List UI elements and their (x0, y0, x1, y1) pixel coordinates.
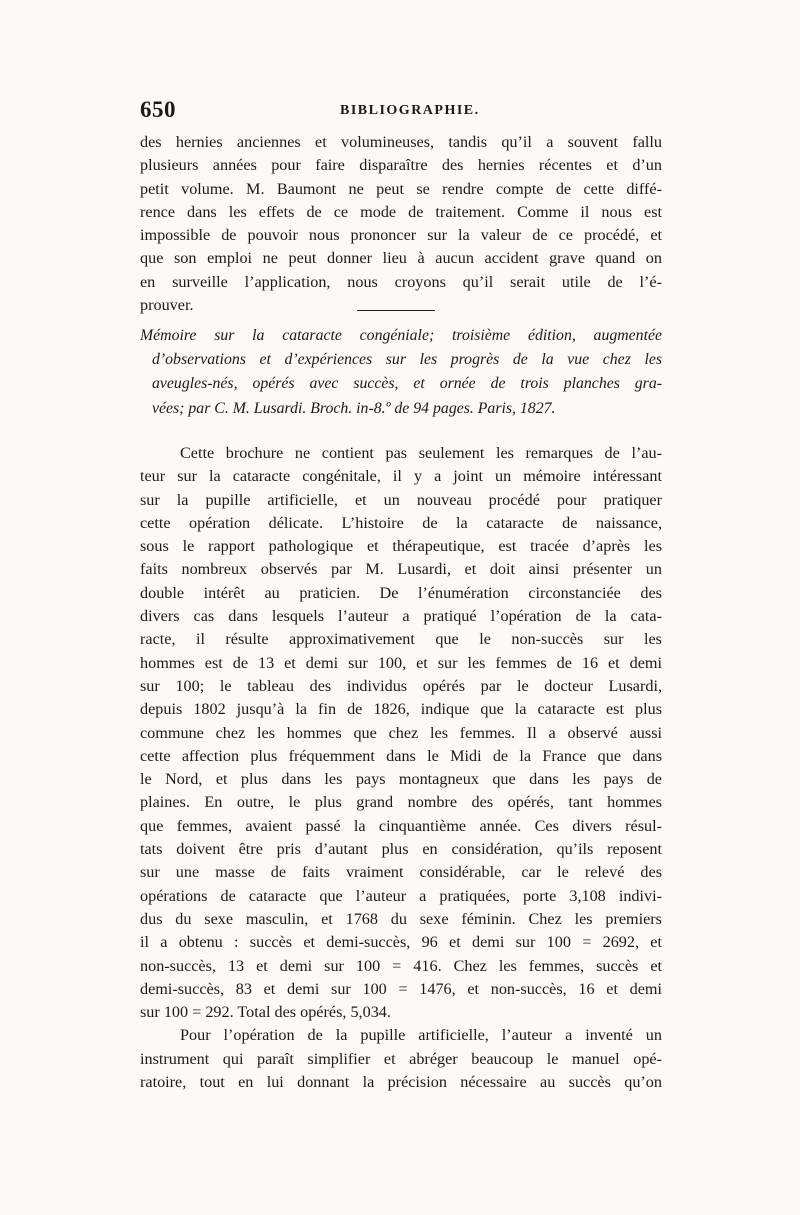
review-body (140, 442, 662, 1094)
text-line: que son emploi ne peut donner lieu à aucun accident grave quand on (140, 249, 662, 268)
title-line: Mémoire sur la cataracte congéniale; troisième édition, augmentée (140, 327, 662, 344)
section-divider (357, 310, 435, 311)
text-line: divers cas dans lesquels l’auteur a pratiqué l’opération de la cata- (140, 607, 662, 626)
text-line: prouver. (140, 296, 194, 315)
text-line: dus du sexe masculin, et 1768 du sexe féminin. Chez les premiers (140, 909, 662, 928)
text-line: sur 100 = 292. Total des opérés, 5,034. (140, 1003, 391, 1022)
running-head: BIBLIOGRAPHIE. (340, 103, 480, 118)
intro-paragraph (140, 131, 662, 317)
title-line: d’observations et d’expériences sur les progrès de la vue chez les (152, 351, 662, 369)
text-line: double intérêt au praticien. De l’énumération circonstanciée des (140, 583, 662, 602)
text-line: plaines. En outre, le plus grand nombre des opérés, tant hommes (140, 793, 662, 812)
text-line: sur 100; le tableau des individus opérés par le docteur Lusardi, (140, 676, 662, 695)
text-line: faits nombreux observés par M. Lusardi, et doit ainsi présenter un (140, 560, 662, 579)
text-line: Pour l’opération de la pupille artificielle, l’auteur a inventé un (180, 1026, 662, 1045)
text-line: teur sur la cataracte congénitale, il y a joint un mémoire intéressant (140, 467, 662, 486)
title-line: aveugles-nés, opérés avec succès, et ornée de trois planches gra- (152, 375, 662, 393)
text-line: non-succès, 13 et demi sur 100 = 416. Chez les femmes, succès et (140, 956, 662, 975)
text-line: Cette brochure ne contient pas seulement les remarques de l’au- (180, 444, 662, 462)
text-line: cette opération délicate. L’histoire de la cataracte de naissance, (140, 513, 662, 532)
text-line: commune chez les hommes que chez les femmes. Il a observé aussi (140, 723, 662, 742)
text-line: hommes est de 13 et demi sur 100, et sur les femmes de 16 et demi (140, 653, 662, 672)
text-line: sur une masse de faits vraiment considérable, car le relevé des (140, 863, 662, 882)
text-line: rence dans les effets de ce mode de traitement. Comme il nous est (140, 202, 662, 221)
text-line: il a obtenu : succès et demi-succès, 96 et demi sur 100 = 2692, et (140, 933, 662, 952)
text-line: sur la pupille artificielle, et un nouveau procédé pour pratiquer (140, 490, 662, 509)
text-line: petit volume. M. Baumont ne peut se rendre compte de cette diffé- (140, 179, 662, 198)
page-number: 650 (140, 97, 176, 122)
text-line: des hernies anciennes et volumineuses, tandis qu’il a souvent fallu (140, 133, 662, 151)
title-line: vées; par C. M. Lusardi. Broch. in-8.º de 94 pages. Paris, 1827. (152, 399, 556, 417)
text-line: que femmes, avaient passé la cinquantième année. Ces divers résul- (140, 816, 662, 835)
text-line: impossible de pouvoir nous prononcer sur la valeur de ce procédé, et (140, 226, 662, 245)
text-line: instrument qui paraît simplifier et abréger beaucoup le manuel opé- (140, 1049, 662, 1068)
text-line: demi-succès, 83 et demi sur 100 = 1476, et non-succès, 16 et demi (140, 979, 662, 998)
book-title-entry (140, 324, 662, 421)
text-line: le Nord, et plus dans les pays montagneux que dans les pays de (140, 770, 662, 789)
text-line: opérations de cataracte que l’auteur a pratiquées, porte 3,108 indivi- (140, 886, 662, 905)
text-line: cette affection plus fréquemment dans le Midi de la France que dans (140, 746, 662, 765)
text-line: sous le rapport pathologique et thérapeutique, est tracée d’après les (140, 537, 662, 556)
page-header (140, 97, 662, 127)
text-line: plusieurs années pour faire disparaître des hernies récentes et d’un (140, 156, 662, 175)
text-line: depuis 1802 jusqu’à la fin de 1826, indique que la cataracte est plus (140, 700, 662, 719)
text-line: ratoire, tout en lui donnant la précision nécessaire au succès qu’on (140, 1073, 662, 1092)
text-line: racte, il résulte approximativement que le non-succès sur les (140, 630, 662, 649)
text-line: tats doivent être pris d’autant plus en considération, qu’ils reposent (140, 840, 662, 859)
text-line: en surveille l’application, nous croyons qu’il serait utile de l’é- (140, 272, 662, 291)
